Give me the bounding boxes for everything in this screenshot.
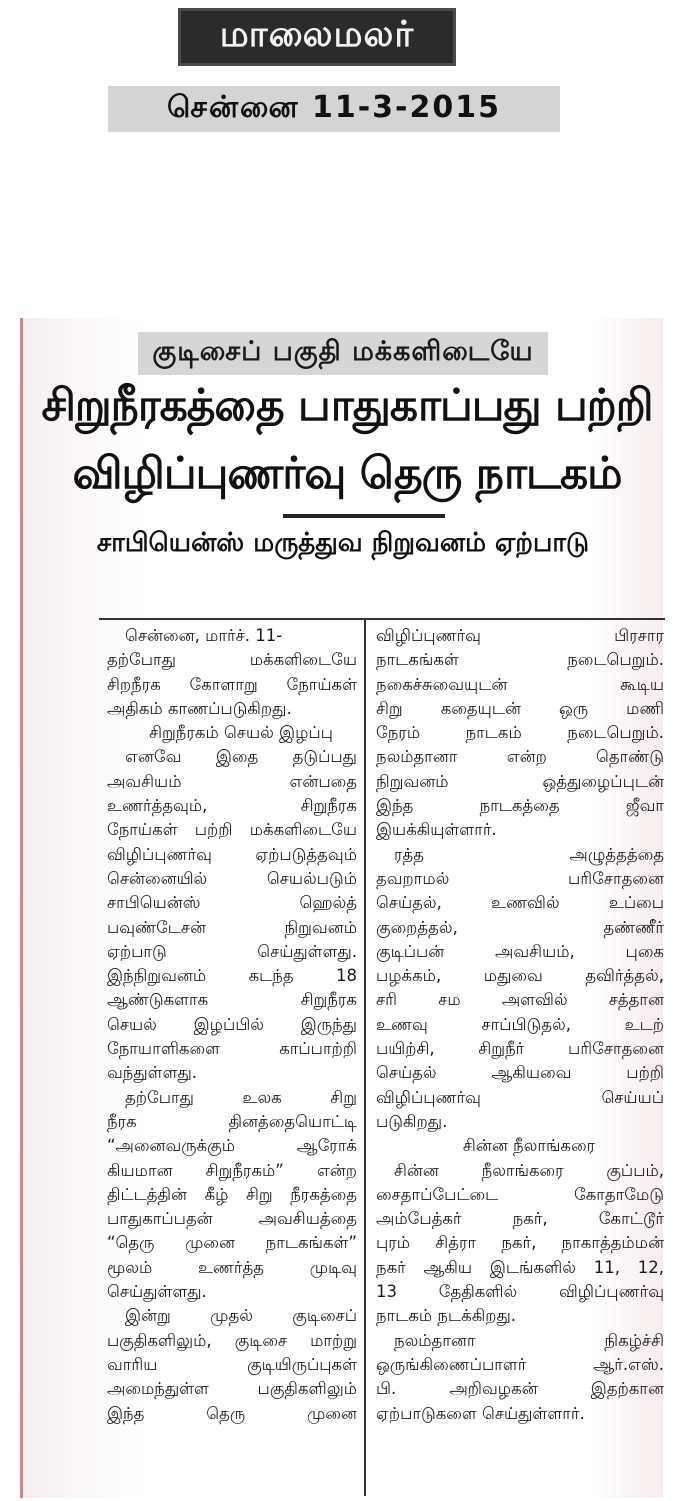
article-text-line: சரி சம அளவில் சத்தான — [376, 990, 664, 1010]
article-text-line: செய்தல், உணவில் உப்பை — [376, 893, 664, 913]
article-text-line: இந்த நாடகத்தை ஜீவா — [376, 796, 664, 816]
article-text-line: பி. அறிவழகன் இதற்கான — [376, 1379, 664, 1399]
article-text-line: பாதுகாப்பதன் அவசியத்தை — [107, 1209, 357, 1229]
article-text-line: அமைந்துள்ள பகுதிகளிலும் — [107, 1379, 357, 1399]
article-text-line: நோயாளிகளை காப்பாற்றி — [107, 1039, 357, 1059]
article-text-line: சிறு கதையுடன் ஒரு மணி — [376, 698, 664, 718]
article-text-line: படுகிறது. — [376, 1111, 448, 1131]
headline-line-2: விழிப்புணர்வு தெரு நாடகம் — [72, 448, 622, 499]
headline-rule — [283, 514, 445, 518]
article-text-line: உணவு சாப்பிடுதல், உடற் — [376, 1014, 664, 1034]
column-divider — [364, 620, 366, 1496]
subheadline: சாபியென்ஸ் மருத்துவ நிறுவனம் ஏற்பாடு — [96, 528, 590, 558]
article-text-line: நோய்கள் பற்றி மக்களிடையே — [107, 820, 357, 840]
dateline: சென்னை 11-3-2015 — [108, 86, 560, 132]
article-text-line: ஏற்பாடுகளை செய்துள்ளார். — [376, 1403, 585, 1423]
article-text-line: தற்போது உலக சிறு — [125, 1087, 357, 1107]
article-text-line: கியமான சிறுநீரகம்” என்ற — [107, 1160, 357, 1180]
article-text-line: இந்த தெரு முனை — [107, 1403, 357, 1423]
kicker-text: குடிசைப் பகுதி மக்களிடையே — [138, 332, 547, 375]
article-text-line: அவசியம் என்பதை — [107, 771, 357, 791]
article-text-line: நகைச்சுவையுடன் கூடிய — [376, 674, 664, 694]
column-top-divider — [99, 618, 665, 620]
article-text-line: நகர் ஆகிய இடங்களில் 11, 12, — [376, 1257, 664, 1277]
article-text-line: விழிப்புணர்வு செய்யப் — [376, 1087, 664, 1107]
article-text-line: நிறுவனம் ஒத்துழைப்புடன் — [376, 771, 664, 791]
article-text-line: சின்ன நீலாங்கரை குப்பம், — [394, 1160, 664, 1180]
article-text-line: செய்தல் ஆகியவை பற்றி — [376, 1063, 664, 1083]
article-text-line: “தெரு முனை நாடகங்கள்” — [107, 1233, 357, 1253]
article-clipping — [20, 318, 663, 1498]
article-text-line: வந்துள்ளது. — [107, 1063, 198, 1083]
article-text-line: செய்துள்ளது. — [107, 1282, 207, 1302]
article-text-line: அதிகம் காணப்படுகிறது. — [107, 698, 292, 718]
article-text-line: நலம்தானா நிகழ்ச்சி — [394, 1330, 664, 1350]
article-text-line: நலம்தானா என்ற தொண்டு — [376, 747, 664, 767]
article-text-line: சைதாப்பேட்டை கோதாமேடு — [376, 1184, 664, 1204]
article-text-line: விழிப்புணர்வு பிரசார — [376, 626, 664, 645]
article-text-line: தற்போது மக்களிடையே — [107, 650, 357, 670]
article-text-line: அம்பேத்கர் நகர், கோட்டூர் — [376, 1209, 664, 1229]
article-text-line: இந்நிறுவனம் கடந்த 18 — [107, 966, 357, 986]
article-text-line: புரம் சித்ரா நகர், நாகாத்தம்மன் — [376, 1233, 664, 1253]
article-text-line: ரத்த அழுத்தத்தை — [394, 844, 664, 864]
article-text-line: பகுதிகளிலும், குடிசை மாற்று — [107, 1330, 357, 1350]
article-text-line: விழிப்புணர்வு ஏற்படுத்தவும் — [107, 844, 357, 864]
article-text-line: சென்னை, மார்ச். 11- — [125, 626, 283, 645]
article-text-line: ஒருங்கிணைப்பாளர் ஆர்.எஸ். — [376, 1354, 664, 1374]
article-text-line: எனவே இதை தடுப்பது — [125, 747, 357, 767]
article-left-column — [107, 624, 357, 1426]
article-text-line: 13 தேதிகளில் விழிப்புணர்வு — [376, 1282, 664, 1302]
newspaper-masthead: மாலைமலர் — [178, 8, 456, 66]
article-text-line: தவறாமல் பரிசோதனை — [376, 868, 664, 888]
article-text-line: குடிப்பன் அவசியம், புகை — [376, 941, 664, 961]
article-text-line: ஆண்டுகளாக சிறுநீரக — [107, 990, 357, 1010]
article-text-line: சிறநீரக கோளாறு நோய்கள் — [107, 674, 357, 694]
article-right-column — [376, 624, 664, 1426]
article-text-line: நேரம் நாடகம் நடைபெறும். — [376, 723, 664, 743]
article-text-line: நாடகங்கள் நடைபெறும். — [376, 650, 664, 670]
article-text-line: வாரிய குடியிருப்புகள் — [107, 1354, 357, 1374]
article-text-line: சிறுநீரகம் செயல் இழப்பு — [149, 723, 333, 743]
article-text-line: செயல் இழப்பில் இருந்து — [107, 1014, 357, 1034]
article-text-line: பயிற்சி, சிறுநீர் பரிசோதனை — [376, 1039, 664, 1059]
kicker — [23, 330, 663, 376]
article-text-line: உணர்த்தவும், சிறுநீரக — [107, 796, 357, 816]
headline-line-1: சிறுநீரகத்தை பாதுகாப்பது பற்றி — [41, 380, 653, 431]
article-text-line: நாடகம் நடக்கிறது. — [376, 1306, 516, 1326]
article-text-line: குறைத்தல், தண்ணீர் — [376, 917, 664, 937]
article-text-line: மூலம் உணர்த்த முடிவு — [107, 1257, 357, 1277]
article-text-line: இயக்கியுள்ளார். — [376, 820, 497, 840]
article-text-line: சாபியென்ஸ் ஹெல்த் — [107, 893, 357, 913]
article-text-line: திட்டத்தின் கீழ் சிறு நீரகத்தை — [107, 1184, 357, 1204]
article-text-line: ஏற்பாடு செய்துள்ளது. — [107, 941, 357, 961]
article-text-line: பழக்கம், மதுவை தவிர்த்தல், — [376, 966, 664, 986]
article-text-line: சின்ன நீலாங்கரை — [462, 1136, 596, 1156]
article-text-line: “அனைவருக்கும் ஆரோக் — [107, 1136, 357, 1156]
article-text-line: இன்று முதல் குடிசைப் — [125, 1306, 357, 1326]
article-text-line: நீரக தினத்தையொட்டி — [107, 1111, 357, 1131]
article-text-line: பவுண்டேசன் நிறுவனம் — [107, 917, 357, 937]
article-text-line: சென்னையில் செயல்படும் — [107, 868, 357, 888]
